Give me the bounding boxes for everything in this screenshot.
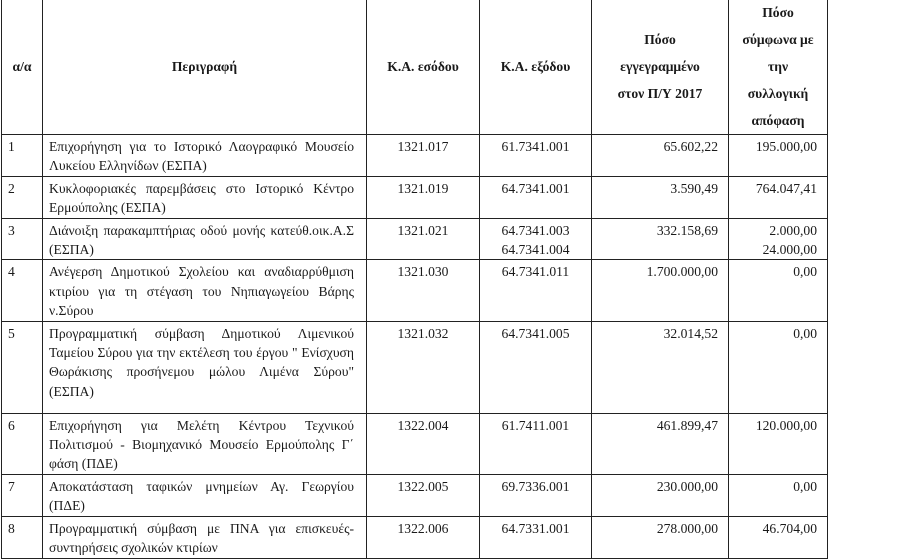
ka-expense-code: 61.7411.001	[501, 417, 570, 433]
cell-description: Ανέγερση Δημοτικού Σχολείου και αναδιαρρύθμιση κτιρίου για τη στέγαση του Νηπιαγωγείου Βάρης ν.Σύρου	[43, 260, 367, 321]
amount-decision-value: 2.000,00	[769, 222, 817, 238]
cell-ka-expense	[480, 135, 592, 177]
header-description: Περιγραφή	[43, 0, 367, 135]
table-row	[2, 218, 828, 260]
cell-ka-expense	[480, 176, 592, 218]
cell-ka-income: 1321.017	[367, 135, 480, 177]
cell-amount-registered: 230.000,00	[592, 474, 729, 516]
table-row	[2, 413, 828, 474]
cell-ka-expense	[480, 260, 592, 321]
cell-description: Επιχορήγηση για το Ιστορικό Λαογραφικό Μουσείο Λυκείου Ελληνίδων (ΕΣΠΑ)	[43, 135, 367, 177]
cell-ka-expense	[480, 413, 592, 474]
cell-amount-registered: 278.000,00	[592, 516, 729, 558]
header-amount-registered-line: Πόσο	[644, 32, 676, 47]
ka-expense-code: 64.7341.004	[501, 242, 570, 258]
cell-ka-income: 1321.030	[367, 260, 480, 321]
amount-decision-value: 0,00	[793, 478, 817, 494]
table-header	[2, 0, 828, 135]
cell-amount-registered: 1.700.000,00	[592, 260, 729, 321]
cell-description: Αποκατάσταση ταφικών μνημείων Αγ. Γεωργίου (ΠΔΕ)	[43, 474, 367, 516]
header-amount-decision-line: την	[767, 59, 789, 74]
table-row	[2, 176, 828, 218]
cell-description: Διάνοιξη παρακαμπτήριας οδού μονής κατεύθ.οικ.Α.Σ (ΕΣΠΑ)	[43, 218, 367, 260]
cell-description: Προγραμματική σύμβαση Δημοτικού Λιμενικού Ταμείου Σύρου για την εκτέλεση του έργου " Ενίσχυση Θωράκισης προσήνεμου μώλου Λιμένα Σύρου" (ΕΣΠΑ)	[43, 321, 367, 413]
table-body	[2, 135, 828, 559]
header-amount-decision-line: σύμφωνα με	[742, 32, 814, 47]
cell-amount-registered: 461.899,47	[592, 413, 729, 474]
cell-aa: 1	[2, 135, 43, 177]
ka-expense-code: 64.7341.005	[501, 325, 570, 341]
cell-ka-expense	[480, 516, 592, 558]
header-ka-income: Κ.Α. εσόδου	[367, 0, 480, 135]
cell-aa: 8	[2, 516, 43, 558]
table-row	[2, 260, 828, 321]
ka-expense-code: 64.7331.001	[501, 520, 570, 536]
ka-expense-code: 64.7341.003	[501, 222, 570, 238]
cell-amount-decision	[729, 516, 828, 558]
cell-aa: 2	[2, 176, 43, 218]
header-amount-decision-line: συλλογική	[747, 86, 809, 101]
ka-expense-code: 64.7341.011	[501, 264, 570, 280]
cell-amount-decision	[729, 176, 828, 218]
table-row	[2, 474, 828, 516]
cell-ka-income: 1321.032	[367, 321, 480, 413]
cell-amount-registered: 3.590,49	[592, 176, 729, 218]
budget-table	[1, 0, 828, 559]
cell-aa: 3	[2, 218, 43, 260]
header-amount-registered	[592, 0, 729, 135]
cell-description: Επιχορήγηση για Μελέτη Κέντρου Τεχνικού Πολιτισμού - Βιομηχανικό Μουσείο Ερμούπολης Γ΄ φάση (ΠΔΕ)	[43, 413, 367, 474]
table-row	[2, 321, 828, 413]
cell-aa: 5	[2, 321, 43, 413]
ka-expense-code: 64.7341.001	[501, 180, 570, 196]
cell-amount-decision	[729, 218, 828, 260]
cell-aa: 7	[2, 474, 43, 516]
cell-amount-registered: 65.602,22	[592, 135, 729, 177]
header-aa: α/α	[2, 0, 43, 135]
amount-decision-value: 24.000,00	[762, 242, 817, 258]
header-ka-expense: Κ.Α. εξόδου	[480, 0, 592, 135]
cell-amount-registered: 332.158,69	[592, 218, 729, 260]
header-row	[2, 0, 828, 135]
cell-ka-income: 1321.019	[367, 176, 480, 218]
cell-amount-decision	[729, 413, 828, 474]
cell-amount-decision	[729, 321, 828, 413]
table-row	[2, 135, 828, 177]
cell-aa: 6	[2, 413, 43, 474]
cell-ka-income: 1322.004	[367, 413, 480, 474]
amount-decision-value: 195.000,00	[755, 139, 817, 154]
header-amount-decision-line: απόφαση	[751, 113, 805, 128]
cell-ka-income: 1322.006	[367, 516, 480, 558]
amount-decision-value: 0,00	[793, 264, 817, 280]
amount-decision-value: 46.704,00	[762, 520, 817, 536]
ka-expense-code: 69.7336.001	[501, 478, 570, 494]
cell-amount-decision	[729, 135, 828, 177]
amount-decision-value: 764.047,41	[755, 180, 817, 196]
cell-amount-registered: 32.014,52	[592, 321, 729, 413]
cell-description: Κυκλοφοριακές παρεμβάσεις στο Ιστορικό Κέντρο Ερμούπολης (ΕΣΠΑ)	[43, 176, 367, 218]
cell-ka-expense	[480, 321, 592, 413]
table-row	[2, 516, 828, 558]
amount-decision-value: 120.000,00	[755, 417, 817, 433]
cell-ka-income: 1322.005	[367, 474, 480, 516]
header-amount-registered-line: εγγεγραμμένο	[620, 59, 700, 74]
amount-decision-value: 0,00	[793, 325, 817, 341]
cell-description: Προγραμματική σύμβαση με ΠΝΑ για επισκευές-συντηρήσεις σχολικών κτιρίων	[43, 516, 367, 558]
header-amount-registered-line: στον Π/Υ 2017	[617, 86, 703, 101]
cell-aa: 4	[2, 260, 43, 321]
cell-ka-income: 1321.021	[367, 218, 480, 260]
cell-amount-decision	[729, 474, 828, 516]
cell-ka-expense	[480, 474, 592, 516]
cell-ka-expense	[480, 218, 592, 260]
header-amount-decision-line: Πόσο	[762, 5, 794, 20]
header-amount-decision	[729, 0, 828, 135]
ka-expense-code: 61.7341.001	[501, 139, 570, 154]
cell-amount-decision	[729, 260, 828, 321]
